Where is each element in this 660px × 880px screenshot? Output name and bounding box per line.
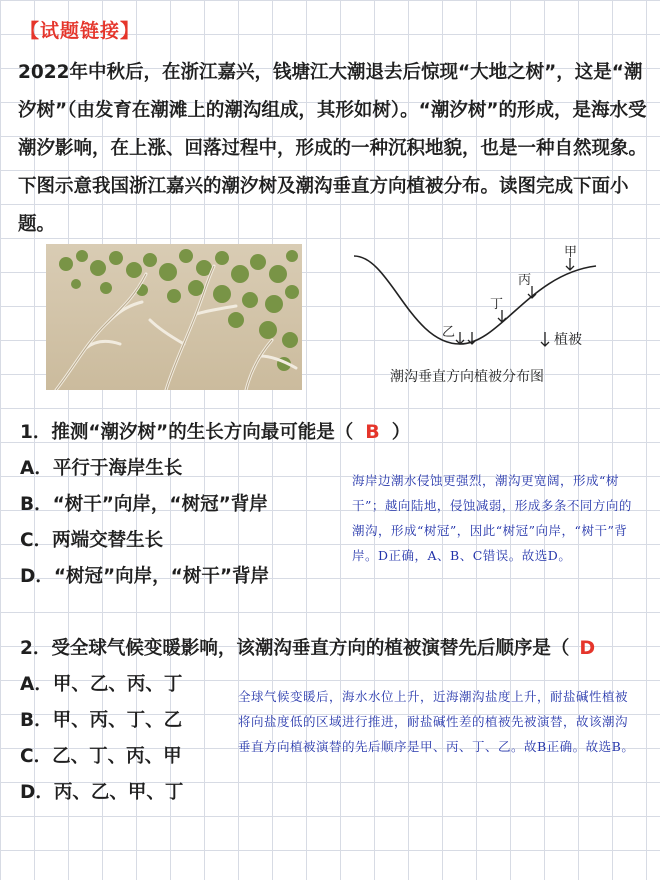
q1-option-b: B．“树干”向岸，“树冠”背岸 bbox=[20, 494, 268, 515]
vegetation-arrow-yi bbox=[456, 332, 464, 344]
q1-explanation: 海岸边潮水侵蚀更强烈，潮沟更宽阔，形成“树干”；越向陆地，侵蚀减弱，形成多条不同方向的潮沟，形成“树冠”，因此“树冠”向岸，“树干”背岸。D正确，A、B、C错误。故选D。 bbox=[352, 473, 632, 563]
q2-option-d: D．丙、乙、甲、丁 bbox=[20, 782, 184, 803]
q1-stem: 1．推测“潮汐树”的生长方向最可能是（ B ） bbox=[20, 421, 411, 443]
diagram-caption: 潮沟垂直方向植被分布图 bbox=[390, 369, 544, 385]
q1-option-d: D．“树冠”向岸，“树干”背岸 bbox=[20, 566, 269, 587]
channel-profile-diagram bbox=[350, 244, 610, 394]
channel-profile-curve bbox=[354, 256, 596, 344]
legend-arrow bbox=[541, 332, 549, 346]
q2-answer: D bbox=[579, 637, 596, 659]
q2-option-a: A．甲、乙、丙、丁 bbox=[20, 674, 183, 695]
tidal-tree-photo bbox=[46, 244, 302, 390]
section-tag: 【试题链接】 bbox=[20, 20, 141, 42]
q2-option-b: B．甲、丙、丁、乙 bbox=[20, 710, 183, 731]
label-jia: 甲 bbox=[564, 245, 578, 260]
q1-answer: B bbox=[365, 421, 380, 443]
label-yi: 乙 bbox=[442, 325, 456, 340]
q1-option-a: A．平行于海岸生长 bbox=[20, 458, 183, 479]
question-intro: 2022年中秋后，在浙江嘉兴，钱塘江大潮退去后惊现“大地之树”，这是“潮汐树”（由发育在潮滩上的潮沟组成，其形如树）。“潮汐树”的形成，是海水受潮汐影响，在上涨、回落过程中，形成的一种沉积地貌，也是一种自然现象。下图示意我国浙江嘉兴的潮汐树及潮沟垂直方向植被分布。读图完成下面小题。 bbox=[18, 62, 648, 235]
q2-explanation: 全球气候变暖后，海水水位上升，近海潮沟盐度上升，耐盐碱性植被将向盐度低的区域进行推进，耐盐碱性差的植被先被演替，故该潮沟垂直方向植被演替的先后顺序是甲、丙、丁、乙。故B正确。故选B。 bbox=[238, 689, 635, 754]
q2-option-c: C．乙、丁、丙、甲 bbox=[20, 746, 182, 767]
legend-label: 植被 bbox=[554, 332, 582, 348]
q2-stem: 2．受全球气候变暖影响，该潮沟垂直方向的植被演替先后顺序是（ D bbox=[20, 637, 596, 659]
label-ding: 丁 bbox=[490, 297, 504, 312]
q1-option-c: C．两端交替生长 bbox=[20, 530, 164, 551]
label-bing: 丙 bbox=[518, 273, 532, 288]
